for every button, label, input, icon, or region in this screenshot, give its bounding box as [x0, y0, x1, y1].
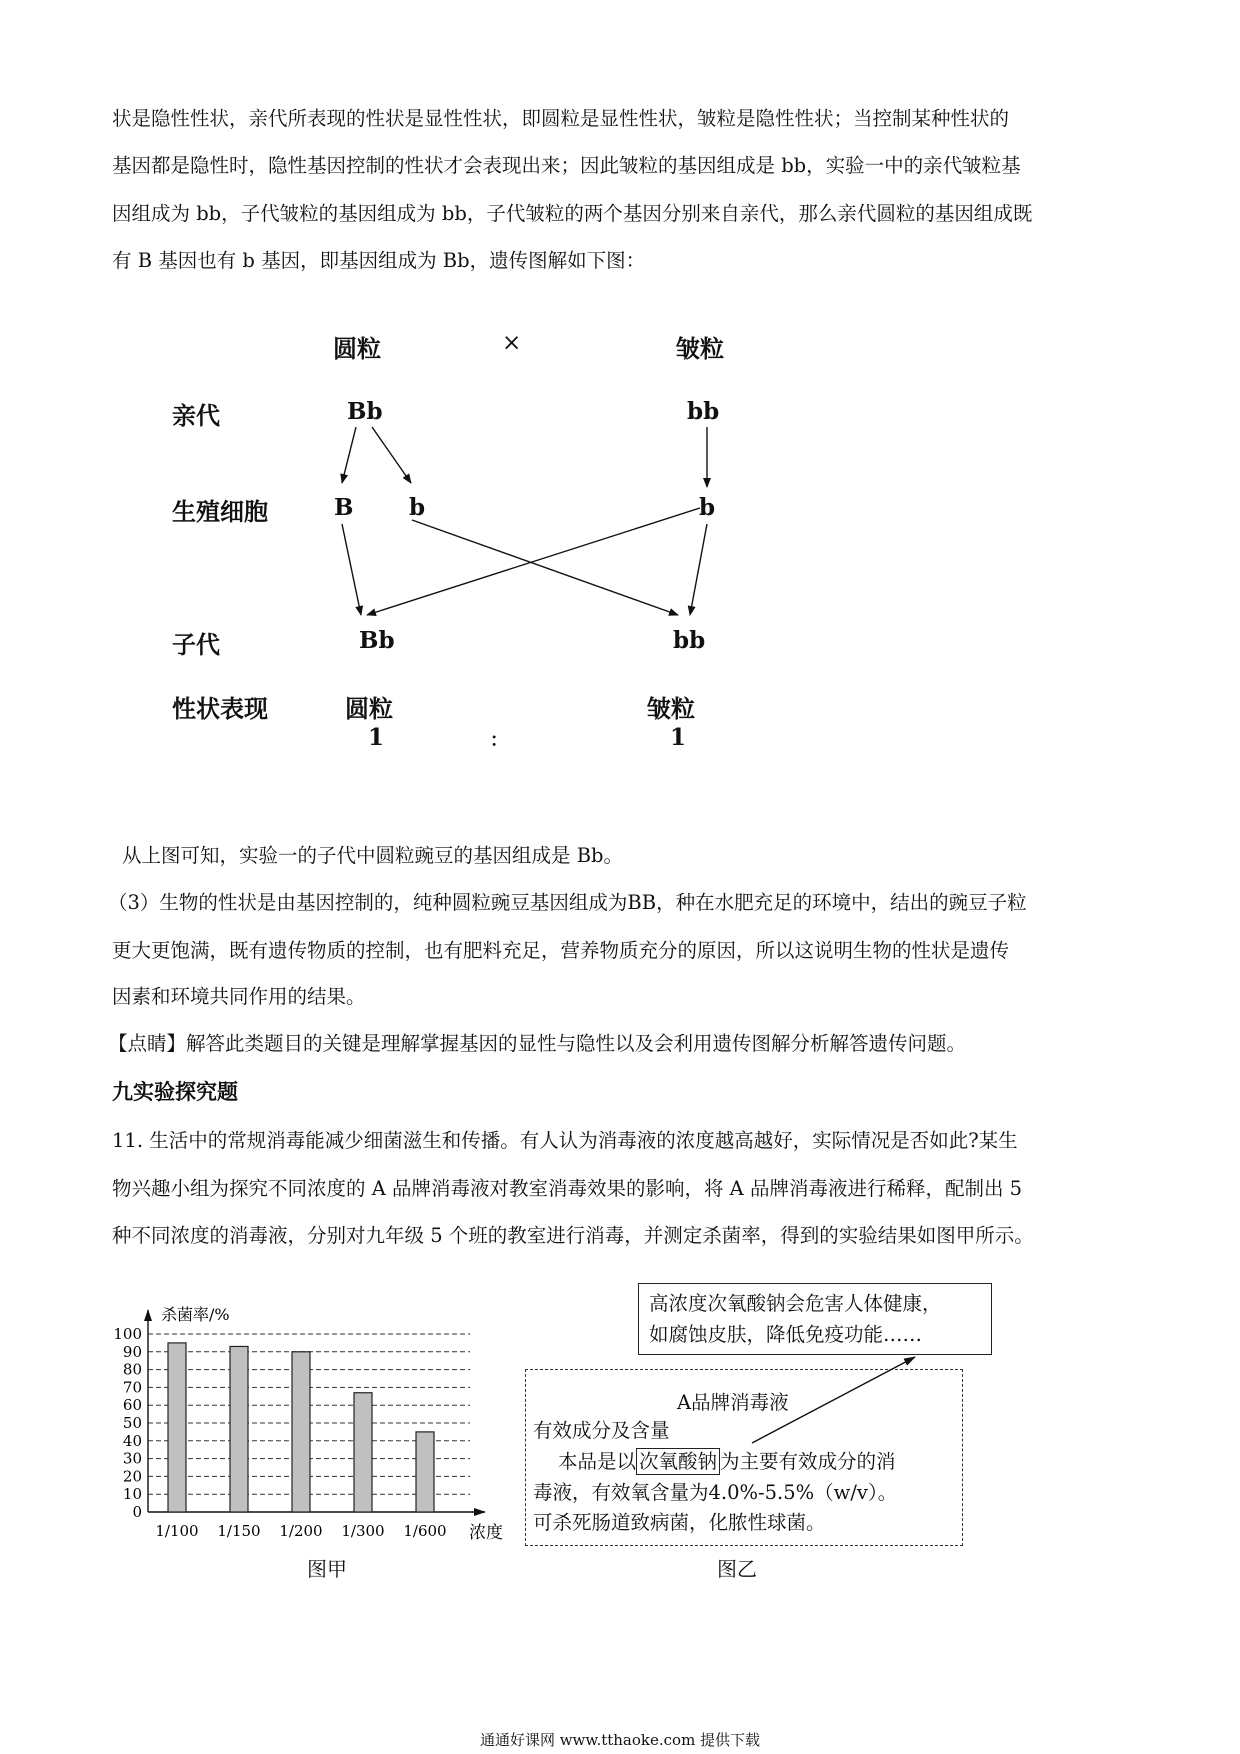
row-label-offspring: 子代	[172, 631, 220, 659]
gamete-b-right: b	[699, 494, 716, 521]
y-tick-label: 0	[132, 1503, 142, 1521]
row-label-gamete: 生殖细胞	[172, 498, 268, 526]
line1-prefix: 本品是以	[558, 1450, 637, 1473]
y-tick-label: 70	[122, 1378, 142, 1397]
text-line: 状是隐性性状，亲代所表现的性状是显性性状，即圆粒是显性性状，皱粒是隐性性状；当控制某种性状的	[112, 107, 1010, 130]
x-tick-label: 1/100	[155, 1522, 199, 1540]
ratio-separator: ：	[490, 730, 508, 751]
chart-caption: 图甲	[307, 1557, 347, 1581]
offspring-trait-left: 圆粒	[345, 695, 393, 723]
y-axis-label: 杀菌率/%	[161, 1305, 230, 1324]
ratio-left: 1	[368, 724, 385, 751]
gamete-B: B	[334, 494, 354, 521]
section-heading: 九实验探究题	[112, 1079, 238, 1104]
y-tick-label: 90	[122, 1342, 142, 1361]
x-tick-label: 1/200	[279, 1522, 323, 1540]
text-line: 因组成为 bb，子代皱粒的基因组成为 bb，子代皱粒的两个基因分别来自亲代，那么亲代圆粒的基因组成既	[112, 202, 1033, 225]
product-caption: 图乙	[717, 1557, 757, 1581]
text-line: 有 B 基因也有 b 基因，即基因组成为 Bb，遗传图解如下图：	[112, 249, 646, 272]
parent-left-trait: 圆粒	[333, 335, 381, 363]
text-line: 更大更饱满，既有遗传物质的控制，也有肥料充足，营养物质充分的原因，所以这说明生物的性状是遗传	[112, 939, 1010, 962]
x-tick-label: 1/300	[341, 1522, 385, 1540]
offspring-trait-right: 皱粒	[647, 695, 695, 723]
pointer-arrow	[752, 1357, 915, 1443]
gamete-b-left: b	[409, 494, 426, 521]
product-line-3: 可杀死肠道致病菌，化脓性球菌。	[533, 1511, 826, 1534]
parent-right-trait: 皱粒	[676, 335, 724, 363]
y-tick-label: 20	[122, 1467, 142, 1486]
y-tick-label: 100	[113, 1325, 142, 1343]
page-footer: 通通好课网 www.tthaoke.com 提供下载	[479, 1731, 761, 1749]
offspring-genotype-left: Bb	[359, 627, 395, 654]
line1-suffix: 为主要有效成分的消	[720, 1450, 896, 1473]
callout-line: 高浓度次氧酸钠会危害人体健康，	[649, 1292, 942, 1315]
text-line: 物兴趣小组为探究不同浓度的 A 品牌消毒液对教室消毒效果的影响，将 A 品牌消毒液进行稀释，配制出 5	[112, 1177, 1023, 1200]
text-line: 因素和环境共同作用的结果。	[112, 985, 366, 1008]
product-subtitle: 有效成分及含量	[533, 1419, 670, 1442]
y-tick-label: 60	[122, 1396, 142, 1415]
text-line: 种不同浓度的消毒液，分别对九年级 5 个班的教室进行消毒，并测定杀菌率，得到的实验结果如图甲所示。	[112, 1224, 1034, 1247]
x-tick-label: 1/150	[217, 1522, 261, 1540]
cross-symbol: ×	[502, 330, 522, 356]
text-line: 基因都是隐性时，隐性基因控制的性状才会表现出来；因此皱粒的基因组成是 bb，实验一中的亲代皱粒基	[112, 154, 1021, 177]
row-label-trait: 性状表现	[172, 695, 268, 723]
y-tick-label: 80	[122, 1360, 142, 1379]
y-tick-label: 30	[122, 1449, 142, 1468]
x-tick-label: 1/600	[403, 1522, 447, 1540]
y-tick-label: 40	[122, 1431, 142, 1450]
product-title: A品牌消毒液	[677, 1391, 789, 1414]
row-label-parent: 亲代	[172, 402, 220, 430]
text-line: 从上图可知，实验一的子代中圆粒豌豆的基因组成是 Bb。	[122, 844, 624, 867]
x-axis-label: 浓度	[469, 1523, 503, 1543]
text-line: （3）生物的性状是由基因控制的，纯种圆粒豌豆基因组成为BB，种在水肥充足的环境中，结出的豌豆子粒	[108, 891, 1027, 914]
ratio-right: 1	[670, 724, 687, 751]
parent-genotype-left: Bb	[347, 398, 383, 425]
y-tick-label: 10	[122, 1485, 142, 1504]
tip-line: 【点睛】解答此类题目的关键是理解掌握基因的显性与隐性以及会利用遗传图解分析解答遗传问题。	[108, 1032, 967, 1055]
text-line: 11. 生活中的常规消毒能减少细菌滋生和传播。有人认为消毒液的浓度越高越好，实际情况是否如此?某生	[112, 1129, 1018, 1152]
y-tick-label: 50	[122, 1414, 142, 1432]
product-line-2: 毒液，有效氧含量为4.0%-5.5%（w/v）。	[533, 1481, 898, 1504]
offspring-genotype-right: bb	[673, 627, 706, 654]
callout-line: 如腐蚀皮肤，降低免疫功能……	[649, 1323, 923, 1346]
parent-genotype-right: bb	[687, 398, 720, 425]
ingredient-highlight: 次氧酸钠	[636, 1448, 720, 1475]
